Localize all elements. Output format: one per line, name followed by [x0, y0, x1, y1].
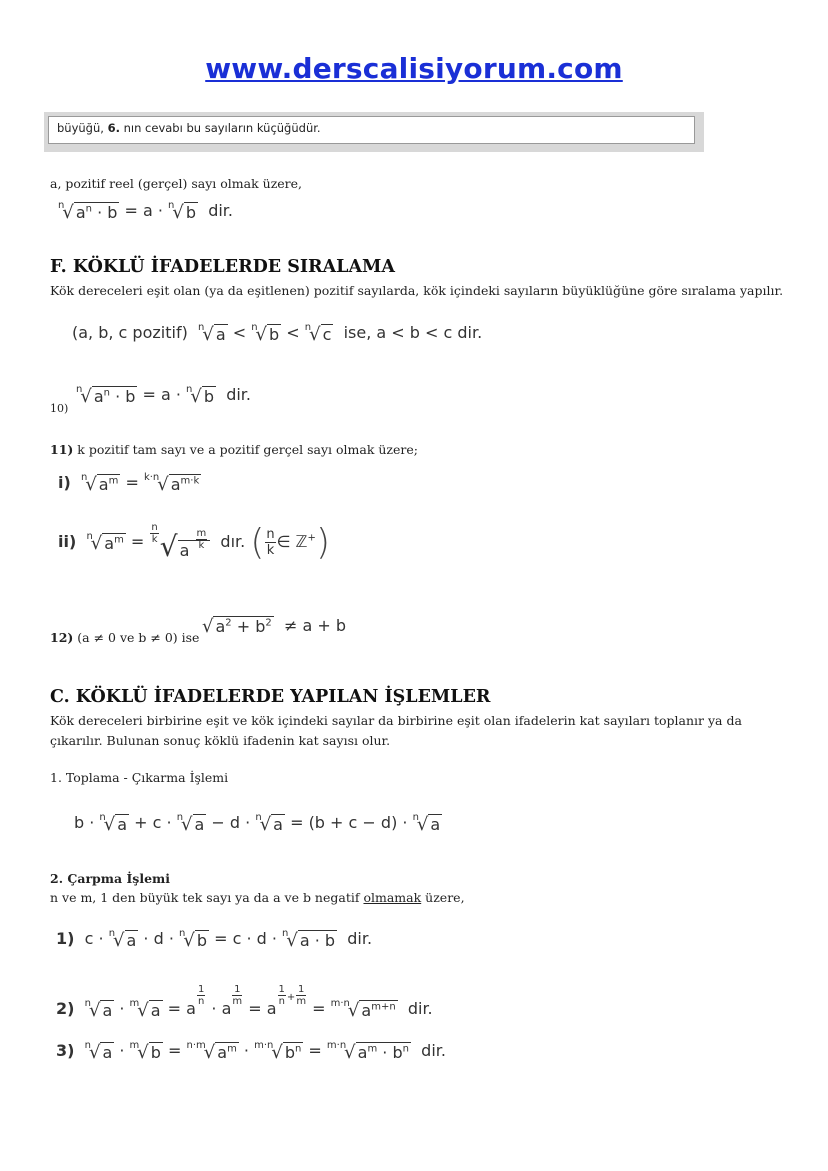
rule12-condition: (a ≠ 0 ve b ≠ 0) ise — [73, 630, 200, 645]
rule11-number: 11) — [50, 442, 74, 457]
ordering-condition: (a, b, c pozitif) — [72, 323, 188, 342]
snippet-text-before: büyüğü, — [57, 121, 108, 135]
ordering-conclusion: ise, a < b < c dir. — [343, 323, 483, 342]
snippet-box — [48, 116, 695, 144]
formula-mult-2: 2) $^n$√ a · $^m$√ a = a $\frac{1}{n}$ · a $\frac{1}{m}$ = a $\frac{1}{n}$ + $\frac{1}{m}$ = $^{m\cdot n}$√ $a^{m+n}$ dir. — [56, 984, 433, 1021]
formula-rule10: $^n$√ $a^n \cdot b = a \cdot ^n√$ b dir. — [76, 384, 251, 407]
site-url-link[interactable]: www.derscalisiyorum.com — [205, 52, 623, 85]
section-c-description: Kök dereceleri birbirine eşit ve kök içindeki sayılar da birbirine eşit olan ifadelerin kat sayıları toplanır ya da çıkarılır. Bulunan sonuç köklü ifadenin kat sayısı olur. — [50, 713, 742, 748]
rule11-ii-label: ii) — [58, 532, 77, 551]
rule10-label: 10) — [50, 402, 69, 415]
rule11-dir: dır. — [220, 532, 246, 551]
snippet-text-after: nın cevabı bu sayıların küçüğüdür. — [119, 121, 321, 135]
rule12-result: ≠ a + b — [283, 616, 346, 635]
rule11-text — [50, 442, 418, 457]
formula-rule12: √ $a^2 + b^2 \ne a + b$ — [202, 616, 346, 637]
formula-rule11-ii: ii) $^n$√ $a^m$ = $\frac{n}{k}$ √ a $\frac{m}{k}$ dır. ( $\frac{n}{k}$ ∈ ℤ+) — [58, 521, 330, 563]
formula-ordering: (a, b, c pozitif) $^n$√ a < $^n$√ b < $^n$√ c ise, a < b < c dir. — [72, 322, 483, 345]
rule12-number: 12) — [50, 630, 74, 645]
section-f-description: Kök dereceleri eşit olan (ya da eşitlenen) pozitif sayılarda, kök içindeki sayıların büyüklüğüne göre sıralama yapılır. — [50, 283, 784, 298]
formula-addition: b · $^n$√ a + c · $^n$√ a − d · $^n$√ a = (b + c − d) · $^n$√ a — [74, 812, 441, 835]
item1-label: 1) — [56, 929, 75, 948]
formula-mult-3: 3) $^n$√ a · $^m$√ b = $^{n\cdot m}$√ $a^m \cdot ^{m\cdot n}√$ $b^n = ^{m\cdot n}√$ $a^m \cdot b^n$ dir. — [56, 1040, 446, 1063]
mult-text-before: n ve m, 1 den büyük tek sayı ya da a ve b negatif — [50, 890, 364, 905]
multiplication-title: 2. Çarpma İşlemi — [50, 871, 171, 886]
mult-text-underline: olmamak — [363, 890, 422, 905]
section-c-title: C. KÖKLÜ İFADELERDE YAPILAN İŞLEMLER — [50, 687, 491, 707]
snippet-bold: 6. — [107, 121, 120, 135]
formula-root-product: $^n$√ $a^n \cdot b = a \cdot ^n√$ b dir. — [58, 200, 233, 223]
rule11-description: k pozitif tam sayı ve a pozitif gerçel sayı olmak üzere; — [73, 442, 418, 457]
item2-label: 2) — [56, 999, 75, 1018]
intro-text: a, pozitif reel (gerçel) sayı olmak üzere, — [50, 176, 303, 191]
rule12-text — [50, 630, 199, 645]
item3-label: 3) — [56, 1041, 75, 1060]
multiplication-text — [50, 890, 465, 905]
rule11-i-label: i) — [58, 473, 71, 492]
formula-rule11-i: i) $^n$√ $a^m = ^{k\cdot n}√$ $a^{m\cdot k}$ — [58, 472, 200, 495]
addition-title: 1. Toplama - Çıkarma İşlemi — [50, 770, 229, 785]
formula-mult-1: 1) c · $^n$√ a · d · $^n$√ b = c · d · $^n$√ a · b dir. — [56, 928, 373, 951]
section-f-title: F. KÖKLÜ İFADELERDE SIRALAMA — [50, 257, 395, 277]
mult-text-after: üzere, — [421, 890, 465, 905]
